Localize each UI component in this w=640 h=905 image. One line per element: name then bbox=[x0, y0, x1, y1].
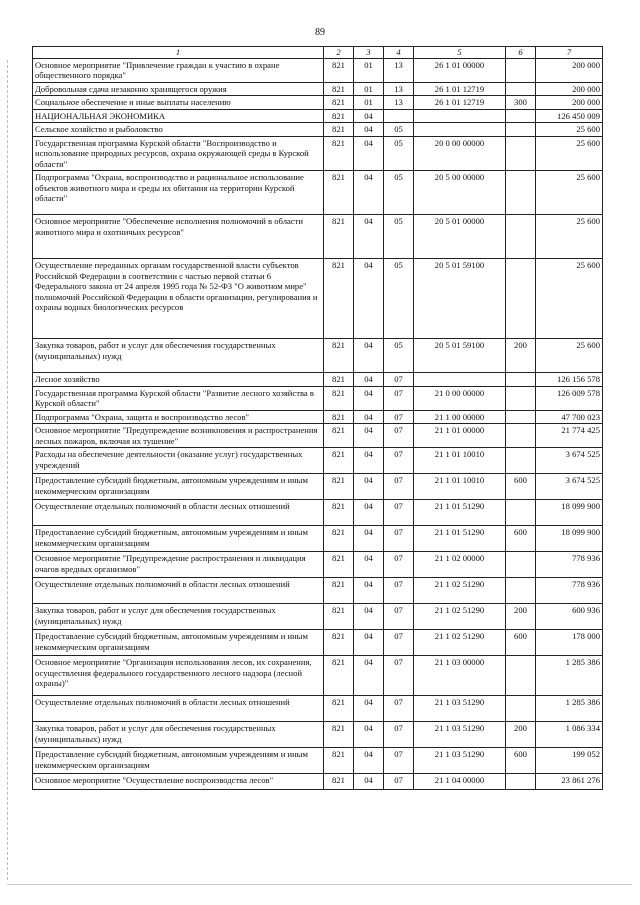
row-target-article: 21 1 02 51290 bbox=[414, 604, 506, 630]
row-expense-type bbox=[506, 123, 536, 137]
row-target-article: 21 1 00 00000 bbox=[414, 410, 506, 424]
row-ministry-code: 821 bbox=[324, 578, 354, 604]
row-name: Осуществление отдельных полномочий в области лесных отношений bbox=[33, 578, 324, 604]
row-target-article: 21 1 03 51290 bbox=[414, 722, 506, 748]
table-row bbox=[33, 410, 603, 424]
table-row bbox=[33, 82, 603, 96]
row-section: 04 bbox=[354, 373, 384, 387]
row-amount: 25 600 bbox=[536, 339, 603, 373]
row-ministry-code: 821 bbox=[324, 748, 354, 774]
row-expense-type bbox=[506, 82, 536, 96]
row-amount: 126 009 578 bbox=[536, 386, 603, 410]
row-amount: 778 936 bbox=[536, 578, 603, 604]
row-expense-type bbox=[506, 552, 536, 578]
row-ministry-code: 821 bbox=[324, 373, 354, 387]
row-subsection: 13 bbox=[384, 96, 414, 110]
row-section: 04 bbox=[354, 123, 384, 137]
row-section: 01 bbox=[354, 82, 384, 96]
row-section: 04 bbox=[354, 215, 384, 259]
row-name: Основное мероприятие "Привлечение граждан к участию в охране общественного порядка" bbox=[33, 58, 324, 82]
row-subsection: 07 bbox=[384, 604, 414, 630]
row-section: 04 bbox=[354, 722, 384, 748]
row-section: 04 bbox=[354, 696, 384, 722]
table-row bbox=[33, 748, 603, 774]
row-expense-type: 600 bbox=[506, 748, 536, 774]
row-subsection: 05 bbox=[384, 339, 414, 373]
row-amount: 3 674 525 bbox=[536, 474, 603, 500]
row-section: 04 bbox=[354, 424, 384, 448]
row-subsection: 07 bbox=[384, 448, 414, 474]
row-name: Лесное хозяйство bbox=[33, 373, 324, 387]
row-expense-type: 300 bbox=[506, 96, 536, 110]
table-row bbox=[33, 656, 603, 696]
row-amount: 18 099 900 bbox=[536, 500, 603, 526]
row-section: 04 bbox=[354, 500, 384, 526]
table-row bbox=[33, 722, 603, 748]
row-target-article: 20 5 01 59100 bbox=[414, 339, 506, 373]
row-section: 04 bbox=[354, 526, 384, 552]
column-number: 1 bbox=[33, 47, 324, 59]
row-ministry-code: 821 bbox=[324, 656, 354, 696]
column-number-row bbox=[33, 47, 603, 59]
row-subsection: 07 bbox=[384, 630, 414, 656]
table-row bbox=[33, 474, 603, 500]
row-target-article: 21 1 03 00000 bbox=[414, 656, 506, 696]
row-target-article: 20 0 00 00000 bbox=[414, 136, 506, 171]
row-target-article: 21 1 02 00000 bbox=[414, 552, 506, 578]
column-number: 6 bbox=[506, 47, 536, 59]
row-expense-type bbox=[506, 656, 536, 696]
row-ministry-code: 821 bbox=[324, 215, 354, 259]
table-row bbox=[33, 215, 603, 259]
row-section: 04 bbox=[354, 171, 384, 215]
row-name: Основное мероприятие "Предупреждение распространения и ликвидация очагов вредных организмов" bbox=[33, 552, 324, 578]
row-expense-type: 600 bbox=[506, 526, 536, 552]
left-margin-rule bbox=[7, 60, 8, 880]
row-ministry-code: 821 bbox=[324, 339, 354, 373]
row-amount: 126 156 578 bbox=[536, 373, 603, 387]
row-ministry-code: 821 bbox=[324, 386, 354, 410]
table-row bbox=[33, 696, 603, 722]
row-section: 04 bbox=[354, 656, 384, 696]
row-target-article: 20 5 00 00000 bbox=[414, 171, 506, 215]
row-section: 04 bbox=[354, 552, 384, 578]
row-ministry-code: 821 bbox=[324, 171, 354, 215]
row-name: Закупка товаров, работ и услуг для обеспечения государственных (муниципальных) нужд bbox=[33, 722, 324, 748]
row-amount: 25 600 bbox=[536, 171, 603, 215]
row-section: 04 bbox=[354, 448, 384, 474]
row-name: Подпрограмма "Охрана, защита и воспроизводство лесов" bbox=[33, 410, 324, 424]
row-section: 04 bbox=[354, 748, 384, 774]
row-amount: 25 600 bbox=[536, 259, 603, 339]
row-name: Осуществление отдельных полномочий в области лесных отношений bbox=[33, 500, 324, 526]
row-section: 04 bbox=[354, 578, 384, 604]
row-subsection: 13 bbox=[384, 82, 414, 96]
row-ministry-code: 821 bbox=[324, 630, 354, 656]
column-number: 3 bbox=[354, 47, 384, 59]
row-target-article bbox=[414, 373, 506, 387]
row-amount: 3 674 525 bbox=[536, 448, 603, 474]
table-row bbox=[33, 136, 603, 171]
row-subsection: 05 bbox=[384, 171, 414, 215]
row-ministry-code: 821 bbox=[324, 96, 354, 110]
row-name: Основное мероприятие "Обеспечение исполнения полномочий в области животного мира и охотничьих ресурсов" bbox=[33, 215, 324, 259]
table-row bbox=[33, 386, 603, 410]
row-amount: 1 086 334 bbox=[536, 722, 603, 748]
row-subsection: 07 bbox=[384, 656, 414, 696]
row-ministry-code: 821 bbox=[324, 526, 354, 552]
row-ministry-code: 821 bbox=[324, 696, 354, 722]
row-target-article: 21 0 00 00000 bbox=[414, 386, 506, 410]
row-subsection: 07 bbox=[384, 748, 414, 774]
row-target-article: 21 1 03 51290 bbox=[414, 696, 506, 722]
row-amount: 200 000 bbox=[536, 96, 603, 110]
row-amount: 21 774 425 bbox=[536, 424, 603, 448]
table-row bbox=[33, 373, 603, 387]
row-section: 04 bbox=[354, 774, 384, 790]
row-subsection bbox=[384, 109, 414, 123]
row-target-article: 20 5 01 00000 bbox=[414, 215, 506, 259]
row-subsection: 07 bbox=[384, 722, 414, 748]
row-ministry-code: 821 bbox=[324, 58, 354, 82]
row-ministry-code: 821 bbox=[324, 474, 354, 500]
row-name: Подпрограмма "Охрана, воспроизводство и рациональное использование объектов животного мира и среды их обитания на территории Курской области" bbox=[33, 171, 324, 215]
row-expense-type bbox=[506, 578, 536, 604]
row-target-article: 21 1 04 00000 bbox=[414, 774, 506, 790]
row-subsection: 05 bbox=[384, 123, 414, 137]
row-subsection: 07 bbox=[384, 410, 414, 424]
table-row bbox=[33, 109, 603, 123]
row-ministry-code: 821 bbox=[324, 552, 354, 578]
row-subsection: 07 bbox=[384, 774, 414, 790]
row-target-article: 21 1 01 10010 bbox=[414, 474, 506, 500]
row-amount: 778 936 bbox=[536, 552, 603, 578]
row-amount: 23 861 276 bbox=[536, 774, 603, 790]
column-number: 2 bbox=[324, 47, 354, 59]
row-target-article: 21 1 01 10010 bbox=[414, 448, 506, 474]
row-name: Осуществление отдельных полномочий в области лесных отношений bbox=[33, 696, 324, 722]
row-target-article: 21 1 02 51290 bbox=[414, 630, 506, 656]
row-name: Государственная программа Курской области "Воспроизводство и использование природных ресурсов, охрана окружающей среды в Курской области" bbox=[33, 136, 324, 171]
row-target-article: 20 5 01 59100 bbox=[414, 259, 506, 339]
row-subsection: 07 bbox=[384, 696, 414, 722]
column-number: 5 bbox=[414, 47, 506, 59]
row-name: Социальное обеспечение и иные выплаты населению bbox=[33, 96, 324, 110]
row-ministry-code: 821 bbox=[324, 448, 354, 474]
row-ministry-code: 821 bbox=[324, 123, 354, 137]
row-subsection: 13 bbox=[384, 58, 414, 82]
row-amount: 25 600 bbox=[536, 215, 603, 259]
table-row bbox=[33, 424, 603, 448]
table-row bbox=[33, 604, 603, 630]
row-ministry-code: 821 bbox=[324, 500, 354, 526]
row-name: Основное мероприятие "Предупреждение возникновения и распространения лесных пожаров, включая их тушение" bbox=[33, 424, 324, 448]
row-subsection: 07 bbox=[384, 386, 414, 410]
row-ministry-code: 821 bbox=[324, 136, 354, 171]
row-amount: 25 600 bbox=[536, 123, 603, 137]
row-subsection: 07 bbox=[384, 373, 414, 387]
row-name: НАЦИОНАЛЬНАЯ ЭКОНОМИКА bbox=[33, 109, 324, 123]
row-section: 04 bbox=[354, 109, 384, 123]
row-name: Добровольная сдача незаконно хранящегося оружия bbox=[33, 82, 324, 96]
row-section: 04 bbox=[354, 136, 384, 171]
row-ministry-code: 821 bbox=[324, 82, 354, 96]
table-row bbox=[33, 123, 603, 137]
row-expense-type bbox=[506, 448, 536, 474]
row-ministry-code: 821 bbox=[324, 722, 354, 748]
row-target-article: 21 1 02 51290 bbox=[414, 578, 506, 604]
page-number: 89 bbox=[315, 27, 325, 38]
row-section: 01 bbox=[354, 96, 384, 110]
row-expense-type bbox=[506, 774, 536, 790]
row-expense-type bbox=[506, 696, 536, 722]
row-expense-type: 600 bbox=[506, 630, 536, 656]
table-row bbox=[33, 96, 603, 110]
row-name: Закупка товаров, работ и услуг для обеспечения государственных (муниципальных) нужд bbox=[33, 339, 324, 373]
row-amount: 47 700 023 bbox=[536, 410, 603, 424]
row-name: Основное мероприятие "Осуществление воспроизводства лесов" bbox=[33, 774, 324, 790]
row-expense-type bbox=[506, 171, 536, 215]
row-expense-type: 600 bbox=[506, 474, 536, 500]
row-ministry-code: 821 bbox=[324, 604, 354, 630]
row-name: Расходы на обеспечение деятельности (оказание услуг) государственных учреждений bbox=[33, 448, 324, 474]
row-name: Предоставление субсидий бюджетным, автономным учреждениям и иным некоммерческим организациям bbox=[33, 630, 324, 656]
row-name: Предоставление субсидий бюджетным, автономным учреждениям и иным некоммерческим организациям bbox=[33, 526, 324, 552]
row-amount: 200 000 bbox=[536, 58, 603, 82]
table-row bbox=[33, 630, 603, 656]
row-target-article: 21 1 01 51290 bbox=[414, 526, 506, 552]
row-section: 04 bbox=[354, 604, 384, 630]
row-target-article: 21 1 01 51290 bbox=[414, 500, 506, 526]
row-target-article: 26 1 01 12719 bbox=[414, 82, 506, 96]
table-row bbox=[33, 259, 603, 339]
table-row bbox=[33, 578, 603, 604]
row-subsection: 07 bbox=[384, 424, 414, 448]
row-section: 04 bbox=[354, 339, 384, 373]
row-section: 04 bbox=[354, 259, 384, 339]
table-row bbox=[33, 448, 603, 474]
table-row bbox=[33, 171, 603, 215]
row-ministry-code: 821 bbox=[324, 410, 354, 424]
row-expense-type bbox=[506, 424, 536, 448]
row-ministry-code: 821 bbox=[324, 259, 354, 339]
row-target-article bbox=[414, 123, 506, 137]
row-section: 04 bbox=[354, 474, 384, 500]
row-expense-type: 200 bbox=[506, 339, 536, 373]
row-target-article: 26 1 01 12719 bbox=[414, 96, 506, 110]
row-name: Основное мероприятие "Организация использования лесов, их сохранения, осуществления федерального государственного лесного надзора (лесной охраны)" bbox=[33, 656, 324, 696]
row-amount: 18 099 900 bbox=[536, 526, 603, 552]
row-subsection: 07 bbox=[384, 552, 414, 578]
table-row bbox=[33, 500, 603, 526]
row-amount: 25 600 bbox=[536, 136, 603, 171]
row-amount: 126 450 009 bbox=[536, 109, 603, 123]
table-row bbox=[33, 58, 603, 82]
column-number: 7 bbox=[536, 47, 603, 59]
row-subsection: 05 bbox=[384, 259, 414, 339]
row-expense-type: 200 bbox=[506, 722, 536, 748]
row-expense-type bbox=[506, 136, 536, 171]
row-amount: 1 285 386 bbox=[536, 696, 603, 722]
row-ministry-code: 821 bbox=[324, 424, 354, 448]
table-row bbox=[33, 774, 603, 790]
row-amount: 1 285 386 bbox=[536, 656, 603, 696]
row-ministry-code: 821 bbox=[324, 774, 354, 790]
row-subsection: 07 bbox=[384, 474, 414, 500]
row-subsection: 05 bbox=[384, 136, 414, 171]
table-row bbox=[33, 552, 603, 578]
row-name: Государственная программа Курской области "Развитие лесного хозяйства в Курской области" bbox=[33, 386, 324, 410]
row-name: Сельское хозяйство и рыболовство bbox=[33, 123, 324, 137]
row-target-article bbox=[414, 109, 506, 123]
row-target-article: 21 1 01 00000 bbox=[414, 424, 506, 448]
table-row bbox=[33, 526, 603, 552]
bottom-edge-rule bbox=[7, 884, 632, 885]
row-target-article: 26 1 01 00000 bbox=[414, 58, 506, 82]
row-expense-type: 200 bbox=[506, 604, 536, 630]
row-amount: 199 052 bbox=[536, 748, 603, 774]
row-name: Предоставление субсидий бюджетным, автономным учреждениям и иным некоммерческим организациям bbox=[33, 748, 324, 774]
column-number: 4 bbox=[384, 47, 414, 59]
row-expense-type bbox=[506, 386, 536, 410]
row-amount: 600 936 bbox=[536, 604, 603, 630]
row-expense-type bbox=[506, 500, 536, 526]
row-amount: 200 000 bbox=[536, 82, 603, 96]
row-expense-type bbox=[506, 109, 536, 123]
row-expense-type bbox=[506, 58, 536, 82]
row-expense-type bbox=[506, 259, 536, 339]
row-ministry-code: 821 bbox=[324, 109, 354, 123]
row-section: 01 bbox=[354, 58, 384, 82]
row-section: 04 bbox=[354, 386, 384, 410]
budget-table bbox=[32, 46, 603, 790]
row-subsection: 07 bbox=[384, 526, 414, 552]
row-name: Закупка товаров, работ и услуг для обеспечения государственных (муниципальных) нужд bbox=[33, 604, 324, 630]
row-subsection: 07 bbox=[384, 500, 414, 526]
row-subsection: 07 bbox=[384, 578, 414, 604]
row-section: 04 bbox=[354, 630, 384, 656]
row-expense-type bbox=[506, 373, 536, 387]
row-expense-type bbox=[506, 410, 536, 424]
row-amount: 178 000 bbox=[536, 630, 603, 656]
row-section: 04 bbox=[354, 410, 384, 424]
row-subsection: 05 bbox=[384, 215, 414, 259]
row-name: Осуществление переданных органам государственной власти субъектов Российской Федерации в соответствии с частью первой статьи 6 Федерального закона от 24 апреля 1995 года № 52-ФЗ "О животном мире" полномочий Российской Федерации в области организации, регулирования и охраны водных биологических ресурсов bbox=[33, 259, 324, 339]
row-target-article: 21 1 03 51290 bbox=[414, 748, 506, 774]
row-name: Предоставление субсидий бюджетным, автономным учреждениям и иным некоммерческим организациям bbox=[33, 474, 324, 500]
row-expense-type bbox=[506, 215, 536, 259]
table-row bbox=[33, 339, 603, 373]
